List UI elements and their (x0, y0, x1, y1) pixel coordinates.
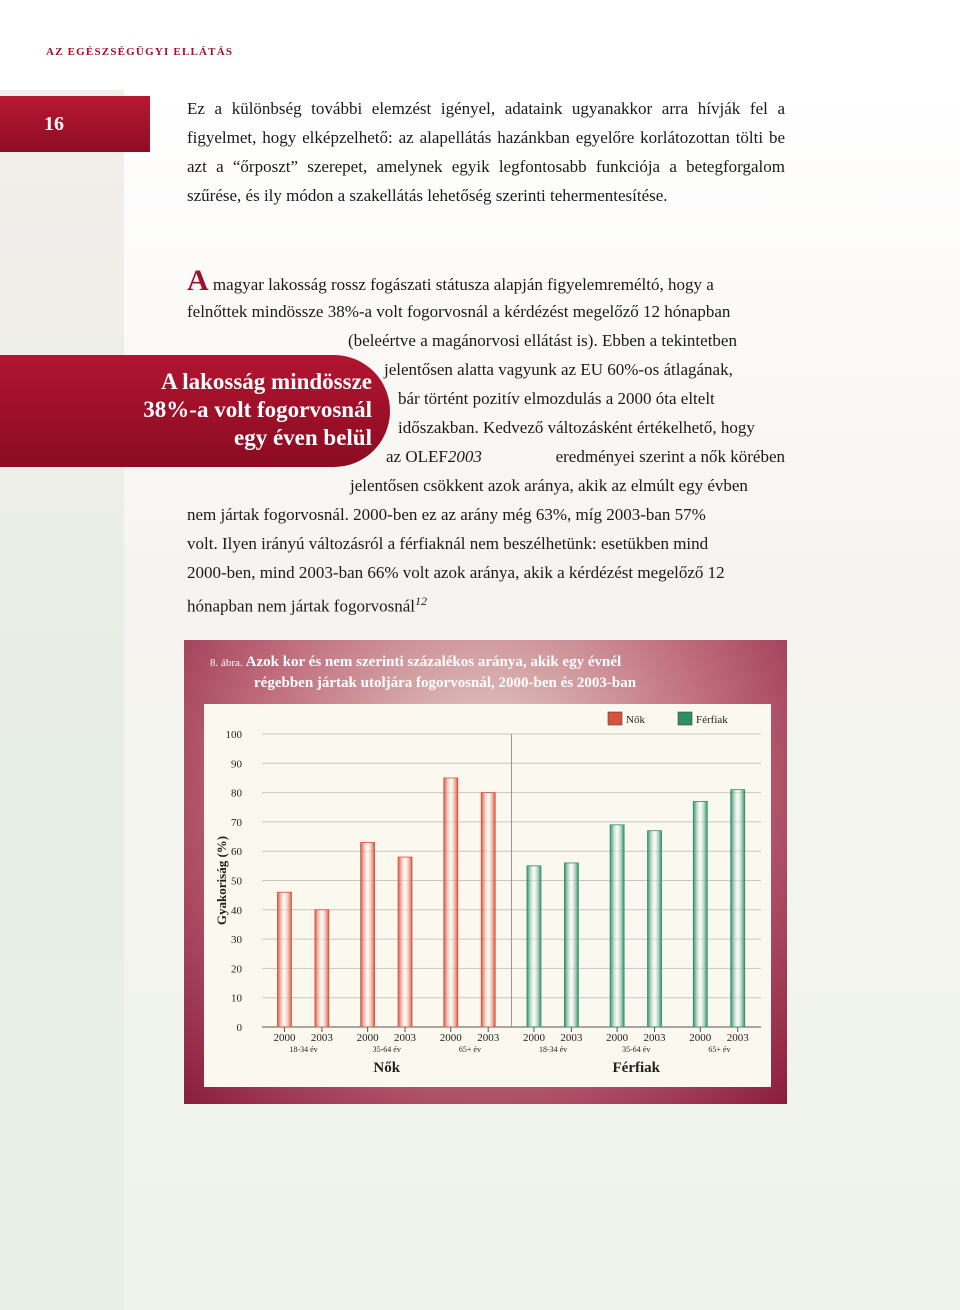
y-axis-label: Gyakoriság (%) (214, 835, 229, 926)
olef-year: 2003 (447, 447, 482, 466)
x-tick-label: 2000 (273, 1032, 296, 1044)
bar-férfiak-35-64 év-2003 (648, 831, 662, 1027)
x-tick-label: 2000 (356, 1032, 379, 1044)
page-number-tab (0, 96, 150, 152)
legend-swatch (678, 712, 692, 725)
age-group-label: 65+ év (708, 1045, 731, 1054)
group-label: Férfiak (612, 1060, 660, 1076)
x-tick-label: 2000 (522, 1032, 545, 1044)
figure-8 (184, 640, 787, 1104)
age-group-label: 35-64 év (622, 1045, 651, 1054)
bar-nők-65+ év-2000 (444, 778, 458, 1027)
x-tick-label: 2003 (477, 1032, 500, 1044)
paragraph-2-line-1: A magyar lakosság rossz fogászati státusza alapján figyelemreméltó, hogy a (187, 264, 714, 297)
paragraph-2-line-7: az OLEF2003 eredményei szerint a nők körében (386, 447, 785, 466)
y-tick-label: 100 (225, 729, 242, 741)
x-tick-label: 2003 (726, 1032, 749, 1044)
paragraph-2-line-10: volt. Ilyen irányú változásról a férfiaknál nem beszélhetünk: esetükben mind (187, 534, 709, 553)
bar-férfiak-35-64 év-2000 (610, 825, 624, 1027)
chart-area (204, 704, 771, 1087)
paragraph-2-line-2: felnőttek mindössze 38%-a volt fogorvosnál a kérdézést megelőző 12 hónapban (187, 302, 731, 321)
bar-nők-65+ év-2003 (481, 793, 495, 1027)
x-tick-label: 2003 (560, 1032, 583, 1044)
figure-number: 8. ábra. (210, 657, 243, 669)
footnote-marker: 12 (415, 594, 428, 608)
legend-swatch (608, 712, 622, 725)
age-group-label: 18-34 év (289, 1045, 318, 1054)
y-tick-label: 70 (231, 816, 242, 829)
x-tick-label: 2003 (643, 1032, 666, 1044)
x-tick-label: 2000 (439, 1032, 462, 1044)
paragraph-2-line-11: 2000-ben, mind 2003-ban 66% volt azok aránya, akik a kérdézést megelőző 12 (187, 563, 725, 582)
figure-title: 8. ábra. Azok kor és nem szerinti százalékos aránya, akik egy évnél régebben jártak utoljára fogorvosnál, 2000-ben és 2003-ban (210, 654, 637, 691)
y-tick-label: 0 (236, 1022, 242, 1034)
paragraph-2-line-4: jelentősen alatta vagyunk az EU 60%-os átlagának, (384, 360, 733, 379)
y-tick-label: 20 (231, 963, 242, 976)
y-tick-label: 30 (231, 934, 242, 947)
bar-férfiak-65+ év-2000 (693, 801, 707, 1027)
section-header: AZ EGÉSZSÉGÜGYI ELLÁTÁS (46, 46, 234, 58)
age-group-label: 18-34 év (538, 1045, 568, 1054)
bar-férfiak-18-34 év-2000 (527, 866, 541, 1027)
legend-label: Nők (626, 714, 645, 726)
paragraph-2-line-6: időszakban. Kedvező változásként értékelhető, hogy (398, 418, 755, 437)
y-tick-label: 60 (231, 846, 242, 859)
bar-nők-35-64 év-2003 (398, 857, 412, 1027)
x-tick-label: 2003 (394, 1032, 417, 1044)
bar-férfiak-65+ év-2003 (731, 790, 745, 1027)
page-number: 16 (44, 112, 64, 135)
bar-férfiak-18-34 év-2003 (564, 863, 578, 1027)
bar-nők-18-34 év-2003 (315, 910, 329, 1027)
y-tick-label: 90 (231, 758, 242, 771)
paragraph-2-line-8: jelentősen csökkent azok aránya, akik az elmúlt egy évben (350, 476, 748, 495)
bar-nők-35-64 év-2000 (361, 842, 375, 1027)
y-tick-label: 40 (231, 904, 242, 917)
x-tick-label: 2003 (310, 1032, 333, 1044)
legend-label: Férfiak (696, 714, 728, 726)
age-group-label: 65+ év (458, 1045, 481, 1054)
y-tick-label: 80 (231, 787, 242, 800)
y-tick-label: 50 (231, 875, 242, 888)
y-tick-label: 10 (231, 992, 242, 1005)
age-group-label: 35-64 év (372, 1045, 401, 1054)
bar-nők-18-34 év-2000 (277, 892, 291, 1027)
pull-quote: A lakosság mindössze 38%-a volt fogorvosnál egy éven belül (143, 369, 372, 450)
group-label: Nők (373, 1060, 401, 1076)
bar-chart (204, 704, 771, 1087)
paragraph-2-line-12: hónapban nem jártak fogorvosnál$^{12}$ (187, 594, 428, 616)
drop-cap: A (187, 264, 209, 297)
paragraph-1: Ez a különbség további elemzést igényel, adataink ugyanakkor arra hívják fel a figyelmet, hogy elképzelhető: az alapellátás hazánkban egyelőre korlátozottan tölti be azt a “őrposzt” szerepet, amelynek egyik legfontosabb funkciója a betegforgalom szűrése, és ily módon a szakellátás lehetőség szerinti tehermentesítése. (187, 99, 785, 205)
paragraph-2-line-9: nem jártak fogorvosnál. 2000-ben ez az arány még 63%, míg 2003-ban 57% (187, 505, 706, 524)
x-tick-label: 2000 (689, 1032, 712, 1044)
paragraph-2-line-5: bár történt pozitív elmozdulás a 2000 óta eltelt (398, 389, 715, 408)
x-tick-label: 2000 (606, 1032, 629, 1044)
olef-prefix: az OLEF (386, 447, 448, 466)
paragraph-2-line-3: (beleértve a magánorvosi ellátást is). Ebben a tekintetben (348, 331, 737, 350)
